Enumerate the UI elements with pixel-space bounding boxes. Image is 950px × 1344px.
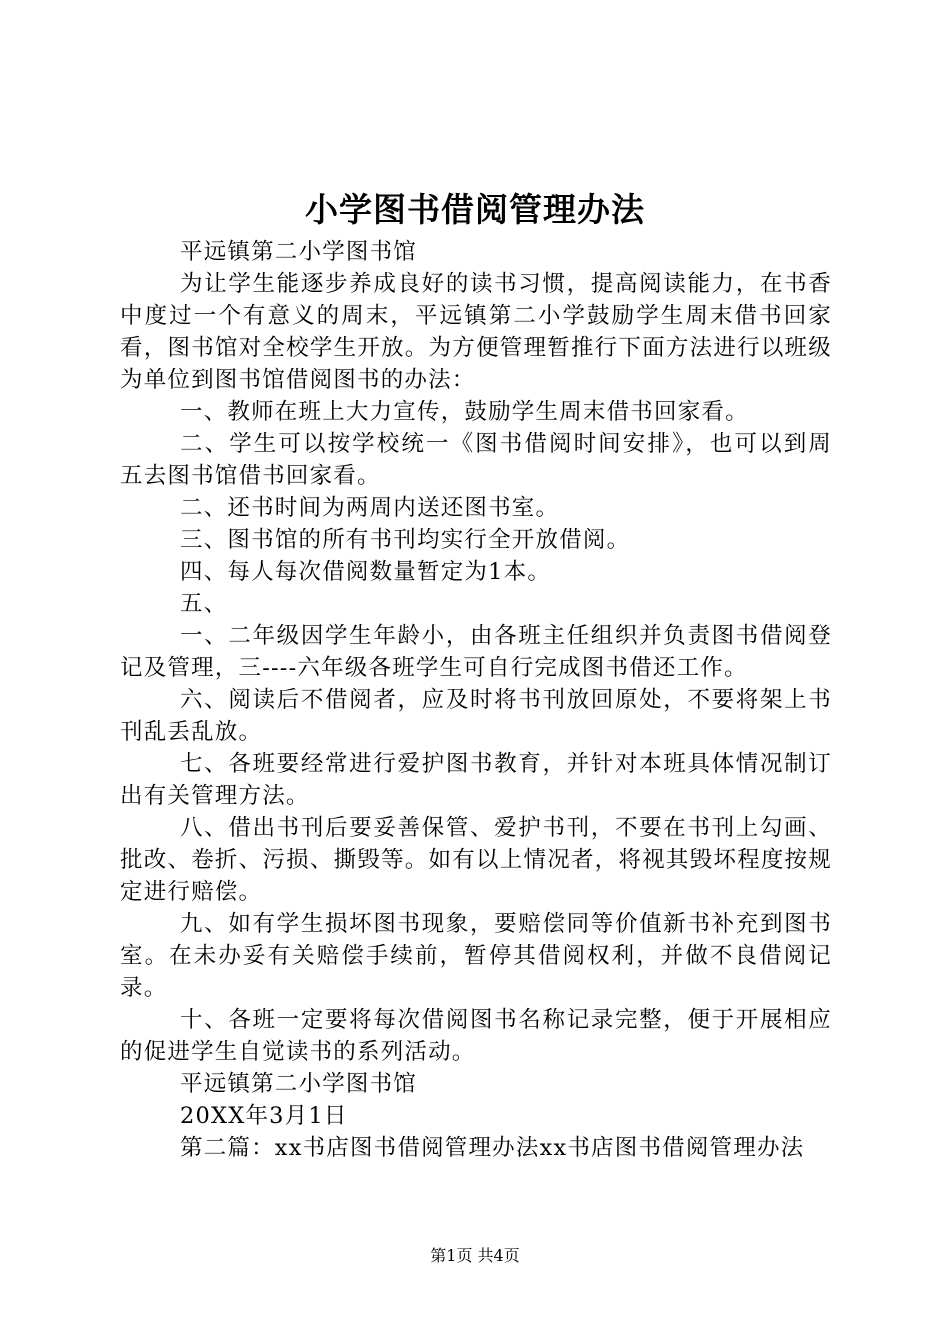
paragraph-rule-5-detail: 一、二年级因学生年龄小，由各班主任组织并负责图书借阅登记及管理，三----六年级各班学生可自行完成图书借还工作。 bbox=[120, 623, 832, 681]
paragraph-intro: 为让学生能逐步养成良好的读书习惯，提高阅读能力，在书香中度过一个有意义的周末，平远镇第二小学鼓励学生周末借书回家看，图书馆对全校学生开放。为方便管理暂推行下面方法进行以班级为单位到图书馆借阅图书的办法： bbox=[120, 271, 832, 393]
paragraph-signature: 平远镇第二小学图书馆 bbox=[180, 1071, 418, 1097]
paragraph-signature-top: 平远镇第二小学图书馆 bbox=[180, 239, 418, 265]
document-title: 小学图书借阅管理办法 bbox=[305, 190, 645, 229]
page-footer: 第1页 共4页 bbox=[430, 1246, 520, 1265]
paragraph-rule-2: 二、学生可以按学校统一《图书借阅时间安排》，也可以到周五去图书馆借书回家看。 bbox=[120, 431, 832, 489]
paragraph-rule-8: 八、借出书刊后要妥善保管、爱护书刊，不要在书刊上勾画、批改、卷折、污损、撕毁等。如有以上情况者，将视其毁坏程度按规定进行赔偿。 bbox=[120, 815, 832, 905]
paragraph-rule-2b: 二、还书时间为两周内送还图书室。 bbox=[180, 495, 560, 521]
paragraph-date: 20XX年3月1日 bbox=[180, 1103, 348, 1129]
paragraph-rule-10: 十、各班一定要将每次借阅图书名称记录完整，便于开展相应的促进学生自觉读书的系列活动。 bbox=[120, 1007, 832, 1065]
paragraph-rule-7: 七、各班要经常进行爱护图书教育，并针对本班具体情况制订出有关管理方法。 bbox=[120, 751, 832, 809]
paragraph-rule-4: 四、每人每次借阅数量暂定为1本。 bbox=[180, 559, 552, 585]
paragraph-rule-5: 五、 bbox=[180, 591, 228, 617]
document-body bbox=[120, 236, 832, 1164]
paragraph-rule-3: 三、图书馆的所有书刊均实行全开放借阅。 bbox=[180, 527, 631, 553]
paragraph-rule-9: 九、如有学生损坏图书现象，要赔偿同等价值新书补充到图书室。在未办妥有关赔偿手续前，暂停其借阅权利，并做不良借阅记录。 bbox=[120, 911, 832, 1001]
paragraph-second-article: 第二篇：xx书店图书借阅管理办法xx书店图书借阅管理办法 bbox=[180, 1135, 805, 1161]
paragraph-rule-6: 六、阅读后不借阅者，应及时将书刊放回原处，不要将架上书刊乱丢乱放。 bbox=[120, 687, 832, 745]
paragraph-rule-1: 一、教师在班上大力宣传，鼓励学生周末借书回家看。 bbox=[180, 399, 749, 425]
